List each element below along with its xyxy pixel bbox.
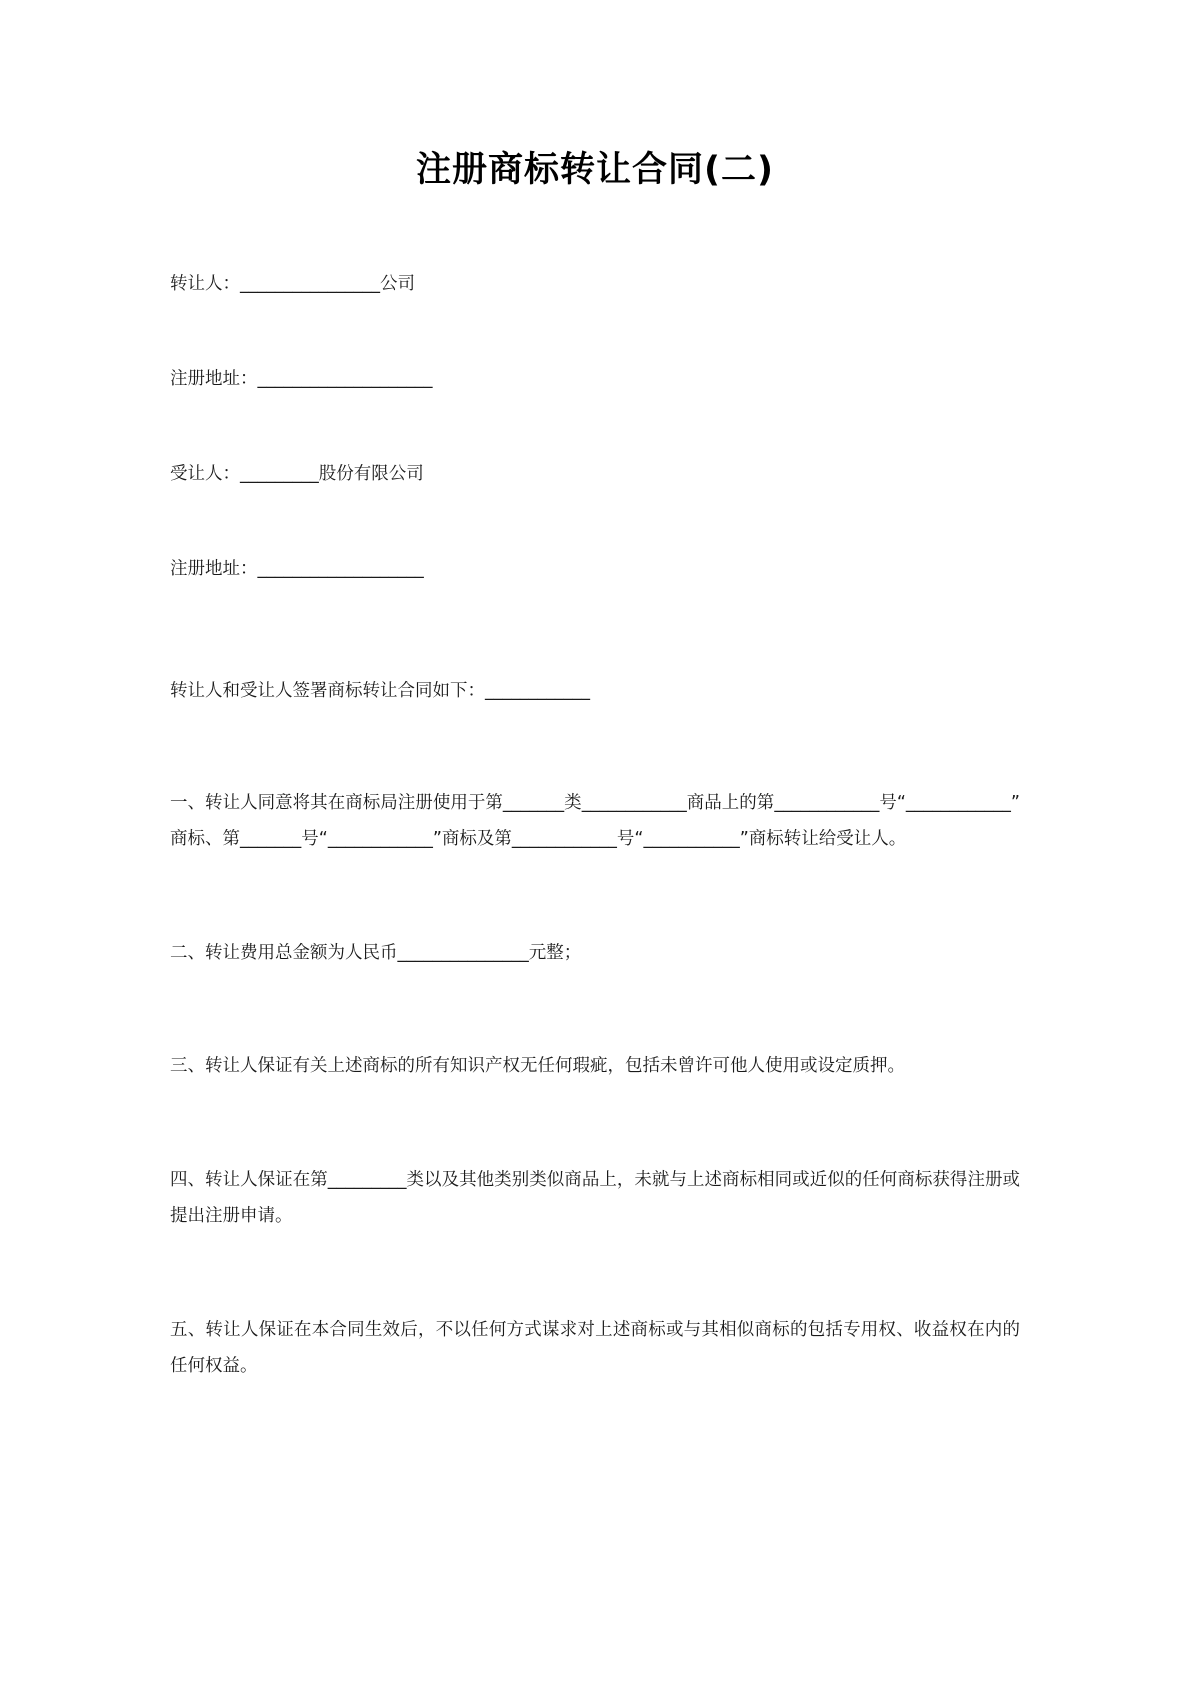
clause-1: 一、转让人同意将其在商标局注册使用于第_______类____________商品上的第____________号“____________”商标、第_______号“____________”商标及第____________号“___________”商标转让给受让人。 xyxy=(170,792,1020,849)
party-transferor-address-blank: ____________________ xyxy=(257,368,433,389)
party-transferee xyxy=(170,458,1020,491)
party-transferee-label: 受让人： xyxy=(170,464,240,484)
clause-5: 五、转让人保证在本合同生效后，不以任何方式谋求对上述商标或与其相似商标的包括专用权、收益权在内的任何权益。 xyxy=(170,1320,1020,1376)
clause-2: 二、转让费用总金额为人民币_______________元整； xyxy=(170,942,582,963)
party-transferee-address-blank: ___________________ xyxy=(257,559,424,580)
party-transferor-suffix: 公司 xyxy=(380,273,415,294)
clause-4: 四、转让人保证在第_________类以及其他类别类似商品上，未就与上述商标相同或近似的任何商标获得注册或提出注册申请。 xyxy=(170,1170,1020,1227)
party-transferor-blank: ________________ xyxy=(240,273,380,294)
party-transferor-address xyxy=(170,363,1020,396)
party-transferor-address-label: 注册地址： xyxy=(170,368,258,389)
party-transferor xyxy=(170,268,1020,301)
party-transferor-label: 转让人： xyxy=(170,273,240,294)
page-title: 注册商标转让合同(二) xyxy=(416,150,774,190)
party-transferee-address xyxy=(170,553,1020,586)
intro-blank: ____________ xyxy=(485,680,590,701)
party-transferee-blank: _________ xyxy=(240,464,319,484)
intro-paragraph xyxy=(170,675,1020,708)
intro-text: 转让人和受让人签署商标转让合同如下： xyxy=(170,680,485,701)
party-transferee-address-label: 注册地址： xyxy=(170,559,258,580)
clause-3: 三、转让人保证有关上述商标的所有知识产权无任何瑕疵，包括未曾许可他人使用或设定质押。 xyxy=(170,1056,905,1077)
party-transferee-suffix: 股份有限公司 xyxy=(318,464,424,484)
